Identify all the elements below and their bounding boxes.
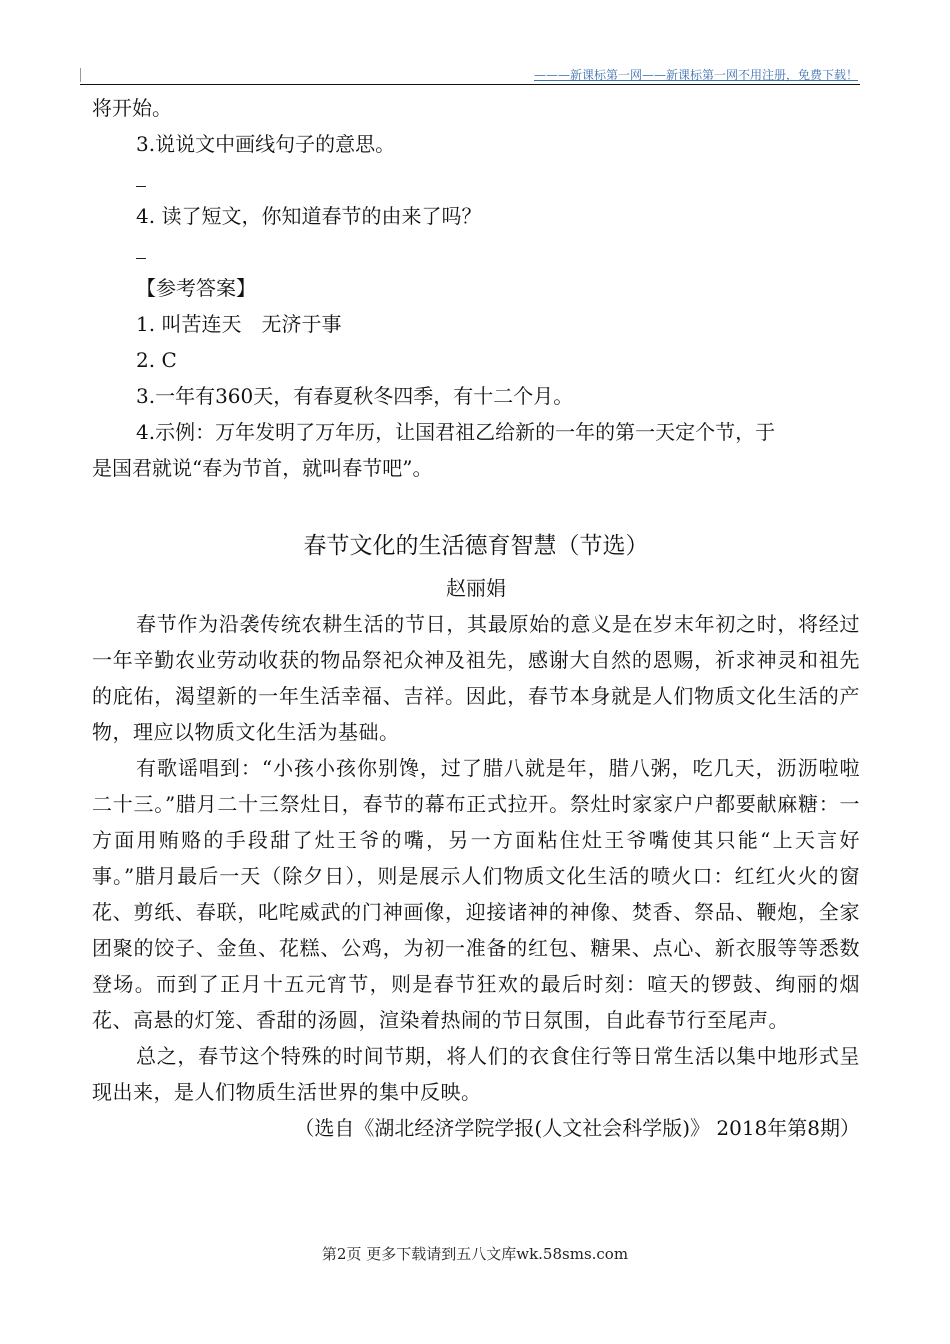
article-paragraph: 总之，春节这个特殊的时间节期，将人们的衣食住行等日常生活以集中地形式呈现出来，是人们物质生活世界的集中反映。: [92, 1044, 860, 1104]
question-4: 4. 读了短文，你知道春节的由来了吗？: [136, 204, 482, 228]
answers-heading: 【参考答案】: [136, 276, 256, 300]
header-divider-mark: [80, 68, 81, 82]
answer-1: 1. 叫苦连天 无济于事: [136, 312, 342, 336]
answer-3: 3.一年有360天，有春夏秋冬四季，有十二个月。: [136, 384, 574, 408]
article-author: 赵丽娟: [446, 576, 506, 600]
answer-4-line-2: 是国君就说“春为节首，就叫春节吧”。: [92, 456, 433, 480]
answer-blank-3: [92, 162, 860, 198]
answer-4-line-1: 4.示例：万年发明了万年历，让国君祖乙给新的一年的第一天定个节，于: [136, 420, 776, 444]
article-source: （选自《湖北经济学院学报(人文社会科学版)》 2018年第8期）: [294, 1116, 860, 1140]
page-footer: 第2页 更多下载请到五八文库wk.58sms.com: [321, 1245, 629, 1263]
question-continuation: 将开始。: [92, 96, 172, 120]
article-title: 春节文化的生活德育智慧（节选）: [303, 533, 649, 559]
article-paragraph: 春节作为沿袭传统农耕生活的节日，其最原始的意义是在岁末年初之时，将经过一年辛勤农业劳动收获的物品祭祀众神及祖先，感谢大自然的恩赐，祈求神灵和祖先的庇佑，渴望新的一年生活幸福、吉祥。因此，春节本身就是人们物质文化生活的产物，理应以物质文化生活为基础。: [92, 612, 860, 744]
header-site-link[interactable]: ———新课标第一网——新课标第一网不用注册，免费下载！: [533, 68, 858, 82]
article-paragraph: 有歌谣唱到：“小孩小孩你别馋，过了腊八就是年，腊八粥，吃几天，沥沥啦啦二十三。”腊月二十三祭灶日，春节的幕布正式拉开。祭灶时家家户户都要献麻糖：一方面用贿赂的手段甜了灶王爷的嘴，另一方面粘住灶王爷嘴使其只能“上天言好事。”腊月最后一天（除夕日），则是展示人们物质文化生活的喷火口：红红火火的窗花、剪纸、春联，叱咤威武的门神画像，迎接诸神的神像、焚香、祭品、鞭炮，全家团聚的饺子、金鱼、花糕、公鸡，为初一准备的红包、糖果、点心、新衣服等等悉数登场。而到了正月十五元宵节，则是春节狂欢的最后时刻：喧天的锣鼓、绚丽的烟花、高悬的灯笼、香甜的汤圆，渲染着热闹的节日氛围，自此春节行至尾声。: [92, 756, 860, 1032]
answer-blank-4: [92, 234, 860, 270]
answer-2: 2. C: [136, 348, 177, 372]
header-rule: [80, 84, 860, 85]
question-3: 3.说说文中画线句子的意思。: [136, 132, 396, 156]
page-content: [92, 90, 860, 1146]
